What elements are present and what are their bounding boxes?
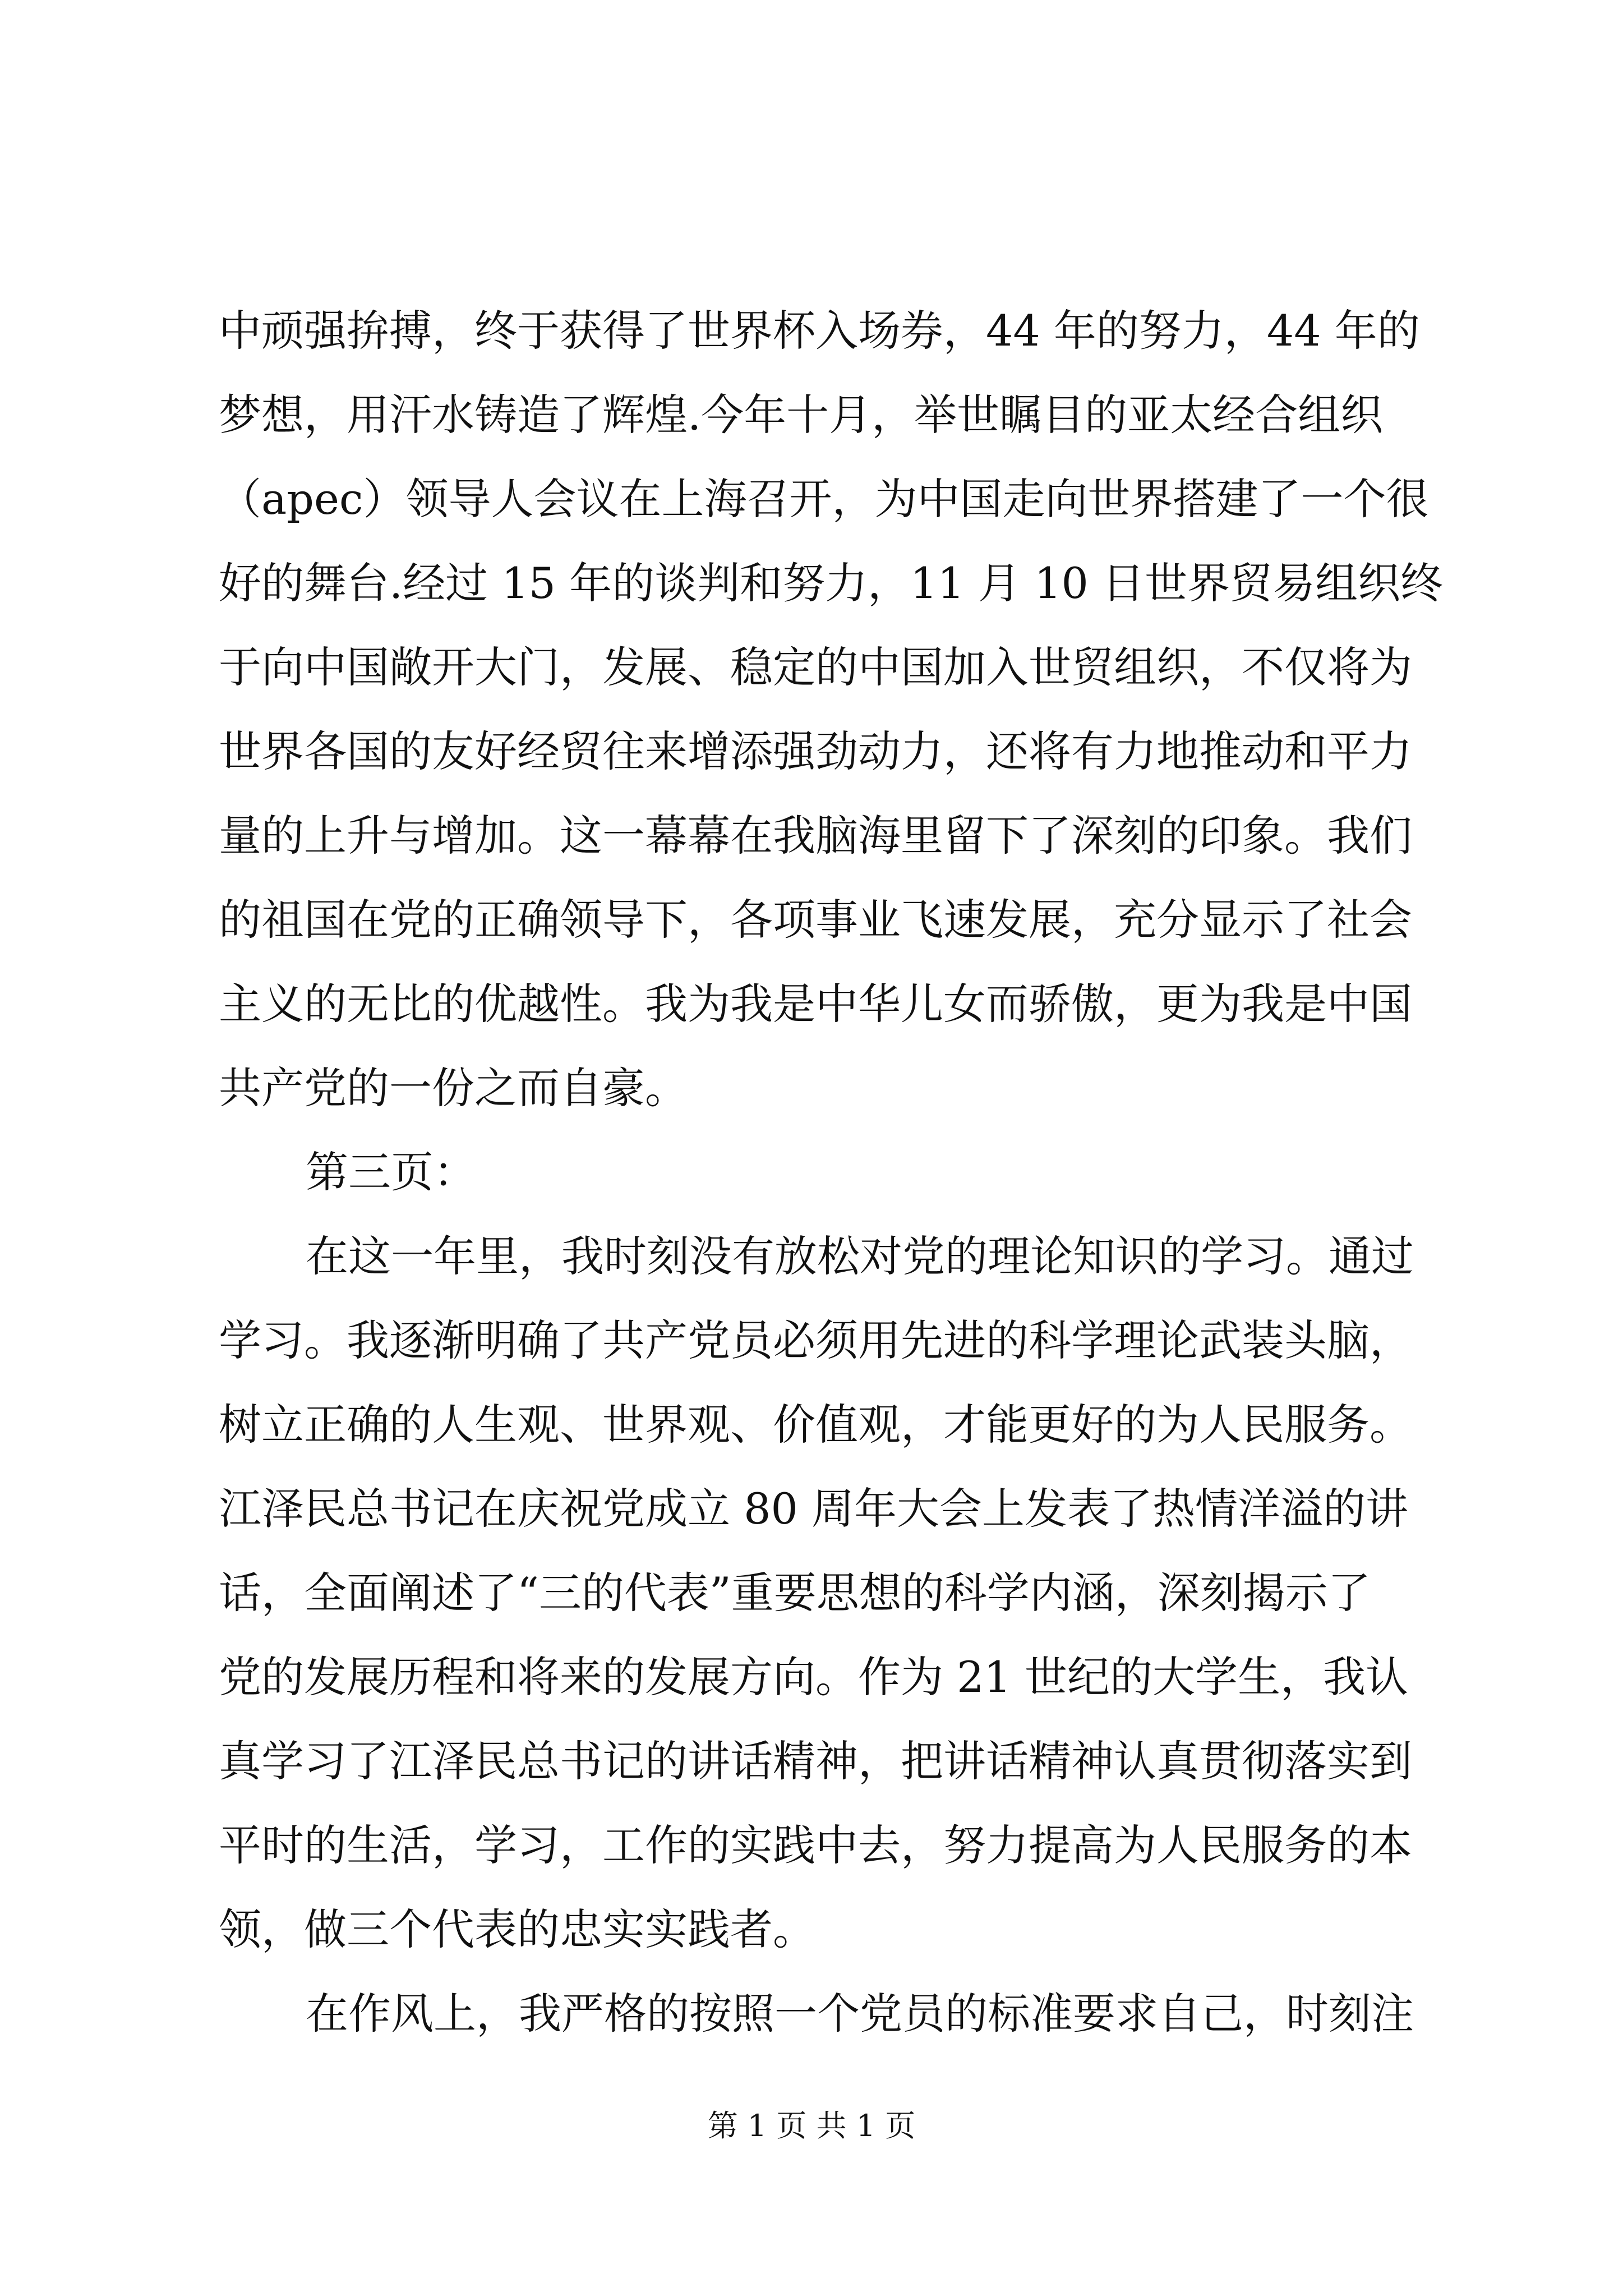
text-line: 话，全面阐述了“三的代表”重要思想的科学内涵，深刻揭示了	[219, 1568, 1371, 1618]
text-line: 江泽民总书记在庆祝党成立 80 周年大会上发表了热情洋溢的讲	[219, 1484, 1409, 1534]
text-line: （apec）领导人会议在上海召开，为中国走向世界搭建了一个很	[219, 474, 1429, 524]
text-line: 世界各国的友好经贸往来增添强劲动力，还将有力地推动和平力	[219, 726, 1412, 776]
text-line: 学习。我逐渐明确了共产党员必须用先进的科学理论武装头脑，	[219, 1315, 1412, 1365]
text-line: 的祖国在党的正确领导下，各项事业飞速发展，充分显示了社会	[219, 895, 1412, 945]
text-line: 好的舞台.经过 15 年的谈判和努力，11 月 10 日世界贸易组织终	[219, 558, 1444, 608]
text-line: 于向中国敞开大门，发展、稳定的中国加入世贸组织，不仅将为	[219, 642, 1412, 692]
text-line: 量的上升与增加。这一幕幕在我脑海里留下了深刻的印象。我们	[219, 811, 1412, 861]
text-line: 党的发展历程和将来的发展方向。作为 21 世纪的大学生，我认	[219, 1652, 1409, 1702]
section-heading: 第三页：	[306, 1147, 476, 1197]
text-line: 在作风上，我严格的按照一个党员的标准要求自己，时刻注	[306, 1989, 1414, 2039]
text-line: 平时的生活，学习，工作的实践中去，努力提高为人民服务的本	[219, 1820, 1412, 1870]
text-line: 共产党的一份之而自豪。	[219, 1063, 688, 1113]
page-footer: 第 1 页 共 1 页	[707, 2108, 916, 2143]
text-line: 树立正确的人生观、世界观、价值观，才能更好的为人民服务。	[219, 1400, 1412, 1450]
text-line: 领，做三个代表的忠实实践者。	[219, 1904, 815, 1954]
text-line: 中顽强拚搏，终于获得了世界杯入场券，44 年的努力，44 年的	[219, 306, 1420, 356]
text-line: 真学习了江泽民总书记的讲话精神，把讲话精神认真贯彻落实到	[219, 1736, 1412, 1786]
text-line: 主义的无比的优越性。我为我是中华儿女而骄傲，更为我是中国	[219, 979, 1412, 1029]
text-line: 在这一年里，我时刻没有放松对党的理论知识的学习。通过	[306, 1231, 1414, 1281]
text-line: 梦想，用汗水铸造了辉煌.今年十月，举世瞩目的亚太经合组织	[219, 390, 1384, 440]
